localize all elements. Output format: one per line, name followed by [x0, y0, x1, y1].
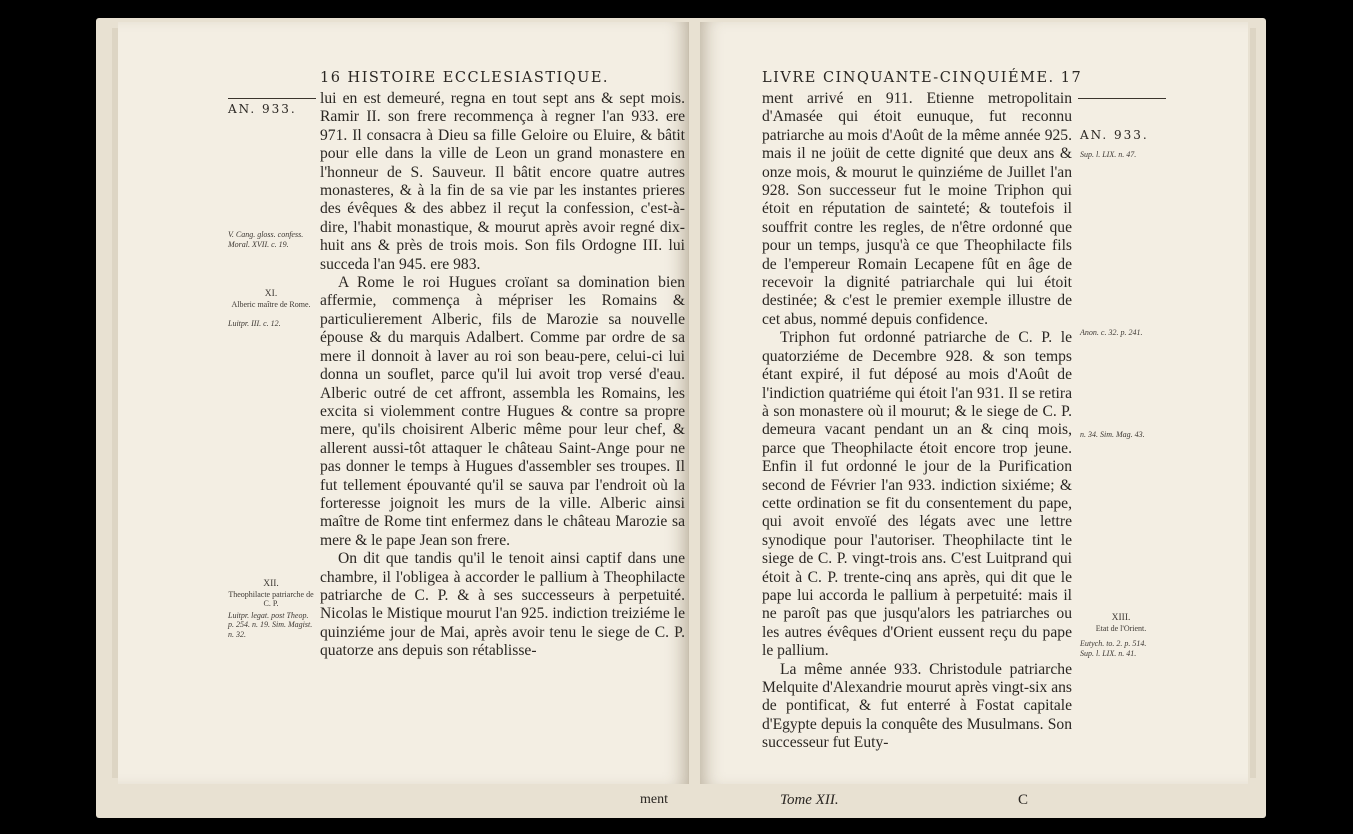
right-paragraph-3: La même année 933. Christodule patriarche Melquite d'Alexandrie mourut après vingt-six ans de pontificat, & fut enterré à Fostat capitale d'Egypte depuis la conquête des Musulmans. Son successeur fut Euty-: [762, 660, 1072, 752]
right-margin-note-3: n. 34. Sim. Mag. 43.: [1080, 430, 1145, 439]
right-page-edge: [1250, 28, 1256, 778]
right-paragraph-1: ment arrivé en 911. Etienne metropolitain d'Amasée qui étoit eunuque, fut reconnu patriarche au mois d'Août de la même année 925. mais il ne joüit de cette dignité que deux ans & onze mois, & mourut le quinziéme de Juillet l'an 928. Son successeur fut le moine Triphon qui étoit en réputation de sainteté; & toutefois il souffrit contre les regles, de n'être ordonné que pour un temps, jusqu'à ce que Theophilacte fils de l'empereur Romain Lecapene fût en âge de recevoir la dignité patriarchale qui lui étoit destinée; & c'est le premier exemple illustre de cet abus, nommé depuis confidence.: [762, 90, 1072, 328]
left-margin-section-xii: [228, 580, 314, 639]
right-margin-note-1: Sup. l. LIX. n. 47.: [1080, 150, 1137, 159]
section-xiii-reference: Eutych. to. 2. p. 514. Sup. l. LIX. n. 41.: [1080, 639, 1147, 658]
right-year-rule: [1078, 98, 1166, 99]
section-xi-title: Alberic maître de Rome.: [231, 299, 311, 309]
section-xiii-title: Etat de l'Orient.: [1095, 623, 1147, 633]
gathering-signature: C: [1018, 792, 1029, 808]
left-body-text: [320, 90, 685, 661]
left-paragraph-3: On dit que tandis qu'il le tenoit ainsi captif dans une chambre, il l'obligea à accorder le pallium à Theophilacte patriarche de C. P. & à ses successeurs à perpetuité. Nicolas le Mistique mourut l'an 925. indiction treiziéme le quinziéme jour de Mai, après avoir tenu le siege de C. P. quatorze ans depuis son rétablisse-: [320, 550, 685, 660]
left-year-rule: [228, 98, 316, 99]
left-paragraph-1: lui en est demeuré, regna en tout sept ans & sept mois. Ramir II. son frere recommença à regner l'an 933. ere 971. Il consacra à Dieu sa fille Geloire ou Eluire, & bâtit pour elle dans la ville de Leon un grand monastere en l'honneur de S. Sauveur. Il bâtit encore quatre autres monasteres, & à la fin de sa vie par les instantes prieres des évêques & des abbez il reçut la confession, c'est-à-dire, l'habit monastique, & mourut après avoir regné dix-huit ans & près de trois mois. Son fils Ordogne III. lui succeda l'an 945. ere 983.: [320, 90, 685, 273]
right-margin-section-xiii: [1080, 614, 1162, 658]
section-xiii-number: XIII.: [1111, 613, 1131, 623]
left-margin-note-1: V. Cang. gloss. confess. Moral. XVII. c. 19.: [228, 230, 304, 249]
left-paragraph-2: A Rome le roi Hugues croïant sa domination bien affermie, commença à mépriser les Romains & particulierement Alberic, fils de Marozie sa nouvelle épouse & du marquis Adalbert. Comme par ordre de sa mere il donnoit à laver au roi son beau-pere, celui-ci lui donna un souflet, parce qu'il lui avoit trop versé d'eau. Alberic outré de cet affront, assembla les Romains, les excita si violemment contre Hugues & contre sa propre mere, qu'ils choisirent Alberic même pour leur chef, & allerent aussi-tôt attaquer le château Saint-Ange pour ne pas donner le temps à Hugues d'assembler ses troupes. Il fut tellement épouvanté qu'il se sauva par l'endroit où la forteresse joignoit les murs de la ville. Alberic ainsi maître de Rome tint enfermez dans le château Marozie sa mere & le pape Jean son frere.: [320, 274, 685, 549]
section-xii-title: Theophilacte patriarche de C. P.: [228, 589, 314, 608]
section-xii-reference: Luitpr. legat. post Theop. p. 254. n. 19. Sim. Magist. n. 32.: [228, 610, 313, 639]
volume-signature: Tome XII.: [780, 792, 839, 808]
right-margin-note-2: Anon. c. 32. p. 241.: [1080, 328, 1143, 337]
left-margin-section-xi: [228, 290, 314, 329]
left-running-header: 16 HISTOIRE ECCLESIASTIQUE.: [320, 70, 610, 86]
section-xi-reference: Luitpr. III. c. 12.: [228, 319, 281, 328]
section-xi-number: XI.: [264, 289, 278, 299]
right-body-text: [762, 90, 1072, 753]
right-paragraph-2: Triphon fut ordonné patriarche de C. P. le quatorziéme de Decembre 928. & son temps étant expiré, il fut déposé au mois d'Août de l'indiction quatriéme qui étoit l'an 931. Il se retira à son monastere où il mourut; & le siege de C. P. demeura vacant pendant un an & cinq mois, parce que Theophilacte étoit encore trop jeune. Enfin il fut ordonné le jour de la Purification second de Février l'an 933. indiction sixiéme; & cette ordination se fit du consentement du pape, qui avoit envoïé des légats avec une lettre synodique pour l'autoriser. Theophilacte tint le siege de C. P. vingt-trois ans. C'est Luitprand qui étoit à C. P. trente-cinq ans après, qui dit que le pape lui accorda le pallium à perpetuité: mais il ne paroît pas que jusqu'alors les patriarches ou les autres évêques d'Orient eussent reçu du pape le pallium.: [762, 329, 1072, 660]
left-year-marker: AN. 933.: [228, 102, 297, 116]
section-xii-number: XII.: [263, 579, 279, 589]
right-year-marker: AN. 933.: [1080, 128, 1149, 142]
left-catchword: ment: [640, 792, 668, 807]
right-running-header: LIVRE CINQUANTE-CINQUIÉME. 17: [762, 70, 1083, 86]
